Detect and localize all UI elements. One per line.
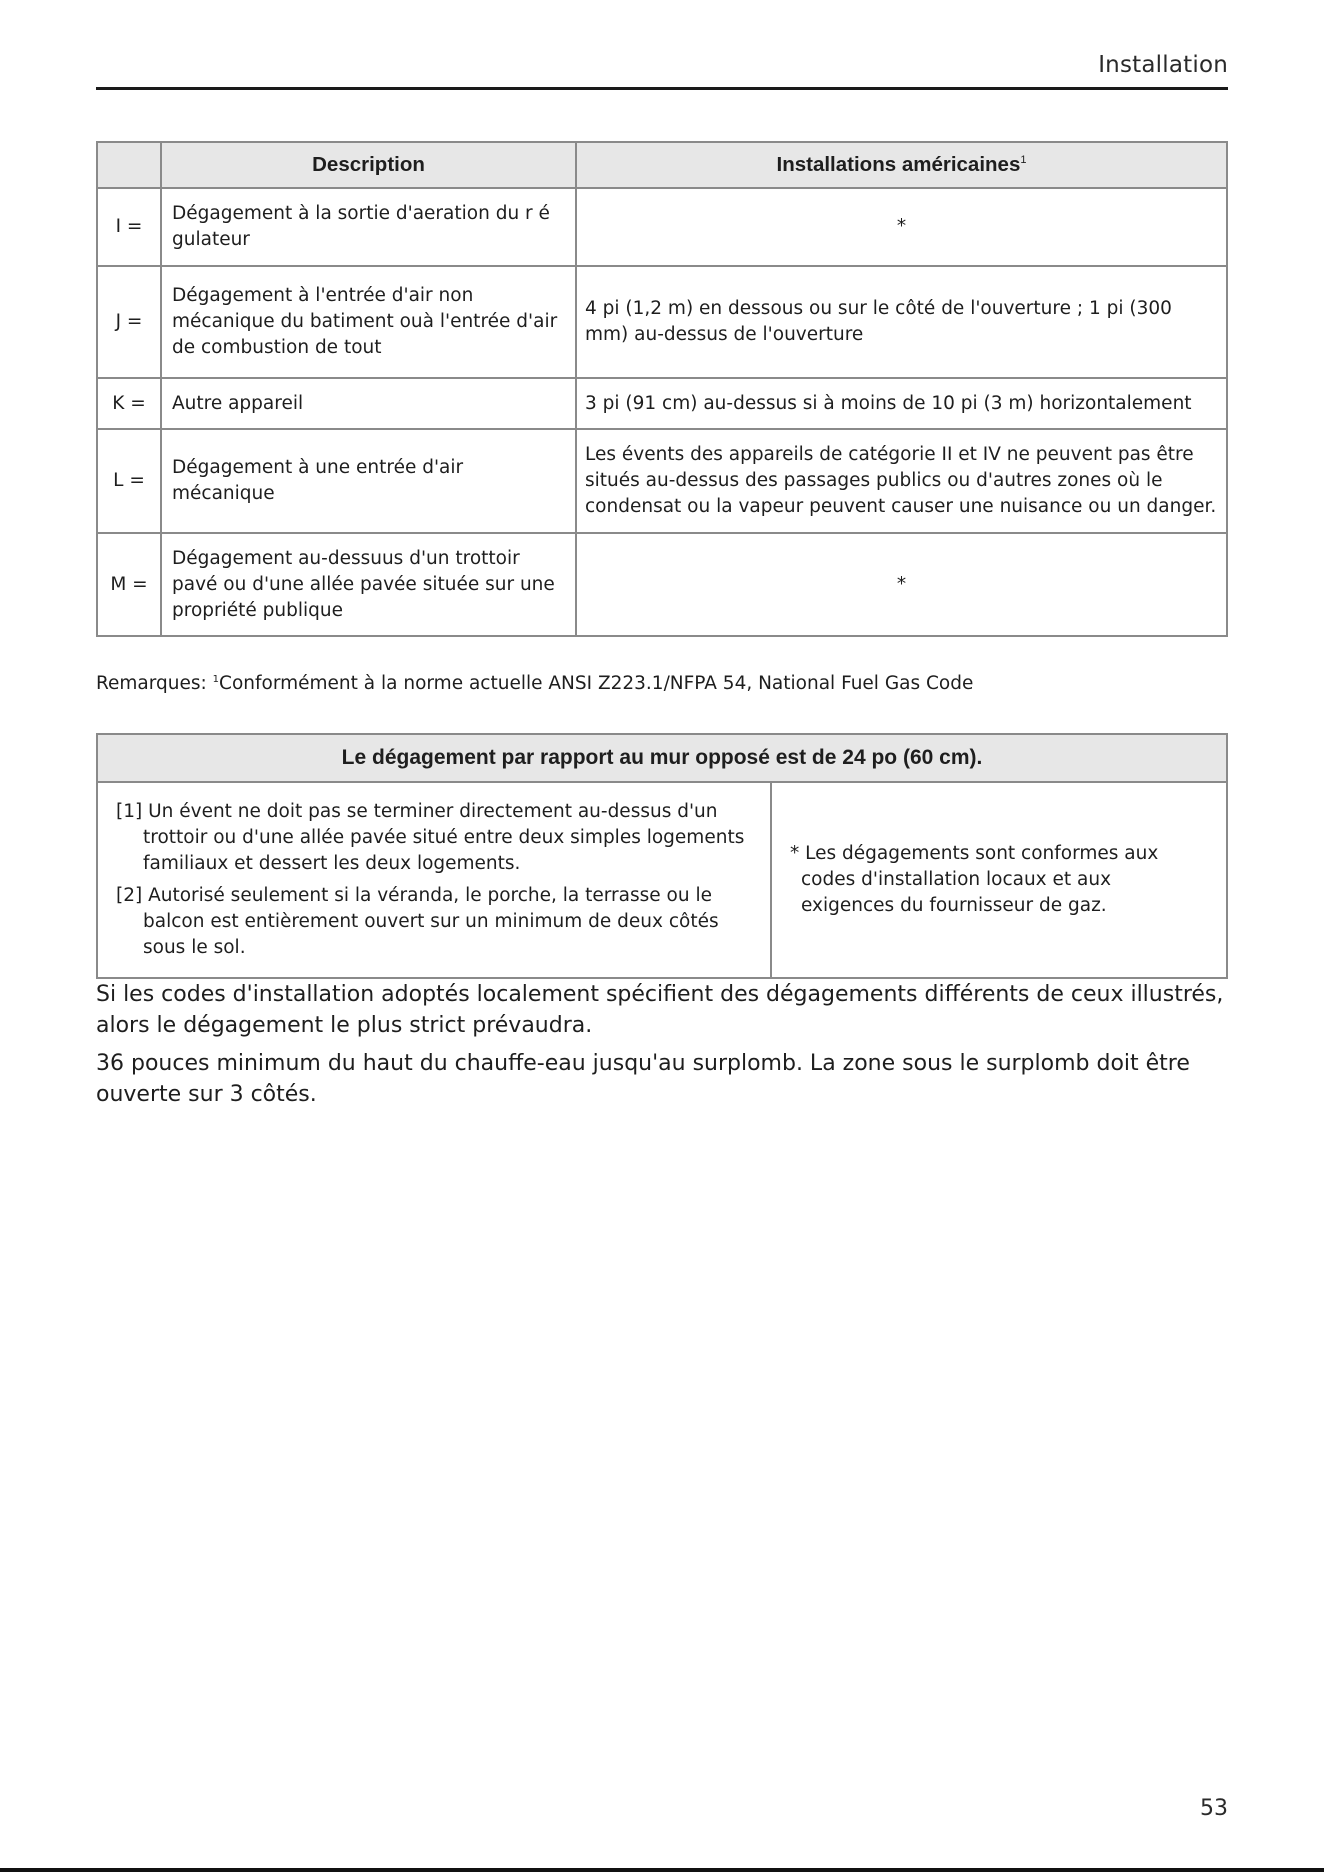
row-description: Dégagement à l'entrée d'air non mécanique du batiment ouà l'entrée d'air de combustion de tout <box>161 266 576 378</box>
row-us-installation: * <box>576 533 1227 636</box>
row-label: M = <box>97 533 161 636</box>
note-item: [2] Autorisé seulement si la véranda, le porche, la terrasse ou le balcon est entièrement ouvert sur un minimum de deux côtés sous le sol. <box>116 885 719 958</box>
notes-cell <box>97 782 771 978</box>
body-paragraph: Si les codes d'installation adoptés localement spécifient des dégagements différents de ceux illustrés, alors le dégagement le plus strict prévaudra. <box>96 982 1224 1038</box>
row-description: Dégagement à une entrée d'air mécanique <box>161 429 576 533</box>
row-us-installation: 4 pi (1,2 m) en dessous ou sur le côté de l'ouverture ; 1 pi (300 mm) au-dessus de l'ouverture <box>576 266 1227 378</box>
row-us-installation: 3 pi (91 cm) au-dessus si à moins de 10 pi (3 m) horizontalement <box>576 378 1227 429</box>
clearance-note-cell <box>771 782 1227 978</box>
page-number: 53 <box>1200 1796 1228 1821</box>
footnote-mark: 1 <box>212 673 220 685</box>
note-item: [1] Un évent ne doit pas se terminer directement au-dessus d'un trottoir ou d'une allée pavée situé entre deux simples logements familiaux et dessert les deux logements. <box>116 801 745 874</box>
clearance-note: * Les dégagements sont conformes aux codes d'installation locaux et aux exigences du fournisseur de gaz. <box>790 843 1159 916</box>
table-row <box>97 266 1227 378</box>
row-description: Dégagement à la sortie d'aeration du r é gulateur <box>161 188 576 266</box>
row-description: Autre appareil <box>161 378 576 429</box>
table-row <box>97 188 1227 266</box>
description-column-header: Description <box>161 142 576 188</box>
table-row <box>97 429 1227 533</box>
bottom-border <box>0 1868 1324 1872</box>
remarks-text: Conformément à la norme actuelle ANSI Z223.1/NFPA 54, National Fuel Gas Code <box>219 673 974 694</box>
body-paragraph: 36 pouces minimum du haut du chauffe-eau jusqu'au surplomb. La zone sous le surplomb doit être ouverte sur 3 côtés. <box>96 1051 1190 1107</box>
row-us-installation: Les évents des appareils de catégorie II et IV ne peuvent pas être situés au-dessus des passages publics ou d'autres zones où le condensat ou la vapeur peuvent causer une nuisance ou un danger. <box>576 429 1227 533</box>
remarks-prefix: Remarques: <box>96 673 213 694</box>
us-installations-column-header <box>576 142 1227 188</box>
label-column-header <box>97 142 161 188</box>
opposite-wall-clearance-header: Le dégagement par rapport au mur opposé est de 24 po (60 cm). <box>97 734 1227 782</box>
row-label: L = <box>97 429 161 533</box>
footnote-mark: 1 <box>1020 154 1027 167</box>
table-row <box>97 533 1227 636</box>
us-installations-header-text: Installations américaines <box>776 153 1021 176</box>
table-header-row <box>97 142 1227 188</box>
clearance-table <box>96 141 1228 637</box>
row-description: Dégagement au-dessuus d'un trottoir pavé ou d'une allée pavée située sur une propriété publique <box>161 533 576 636</box>
table-row <box>97 378 1227 429</box>
notes-row <box>97 782 1227 978</box>
row-us-installation: * <box>576 188 1227 266</box>
section-title: Installation <box>1098 52 1228 78</box>
row-label: K = <box>97 378 161 429</box>
row-label: I = <box>97 188 161 266</box>
row-label: J = <box>97 266 161 378</box>
notes-header-row <box>97 734 1227 782</box>
header-divider <box>96 87 1228 90</box>
notes-table <box>96 733 1228 979</box>
remarks-footnote <box>96 673 973 694</box>
